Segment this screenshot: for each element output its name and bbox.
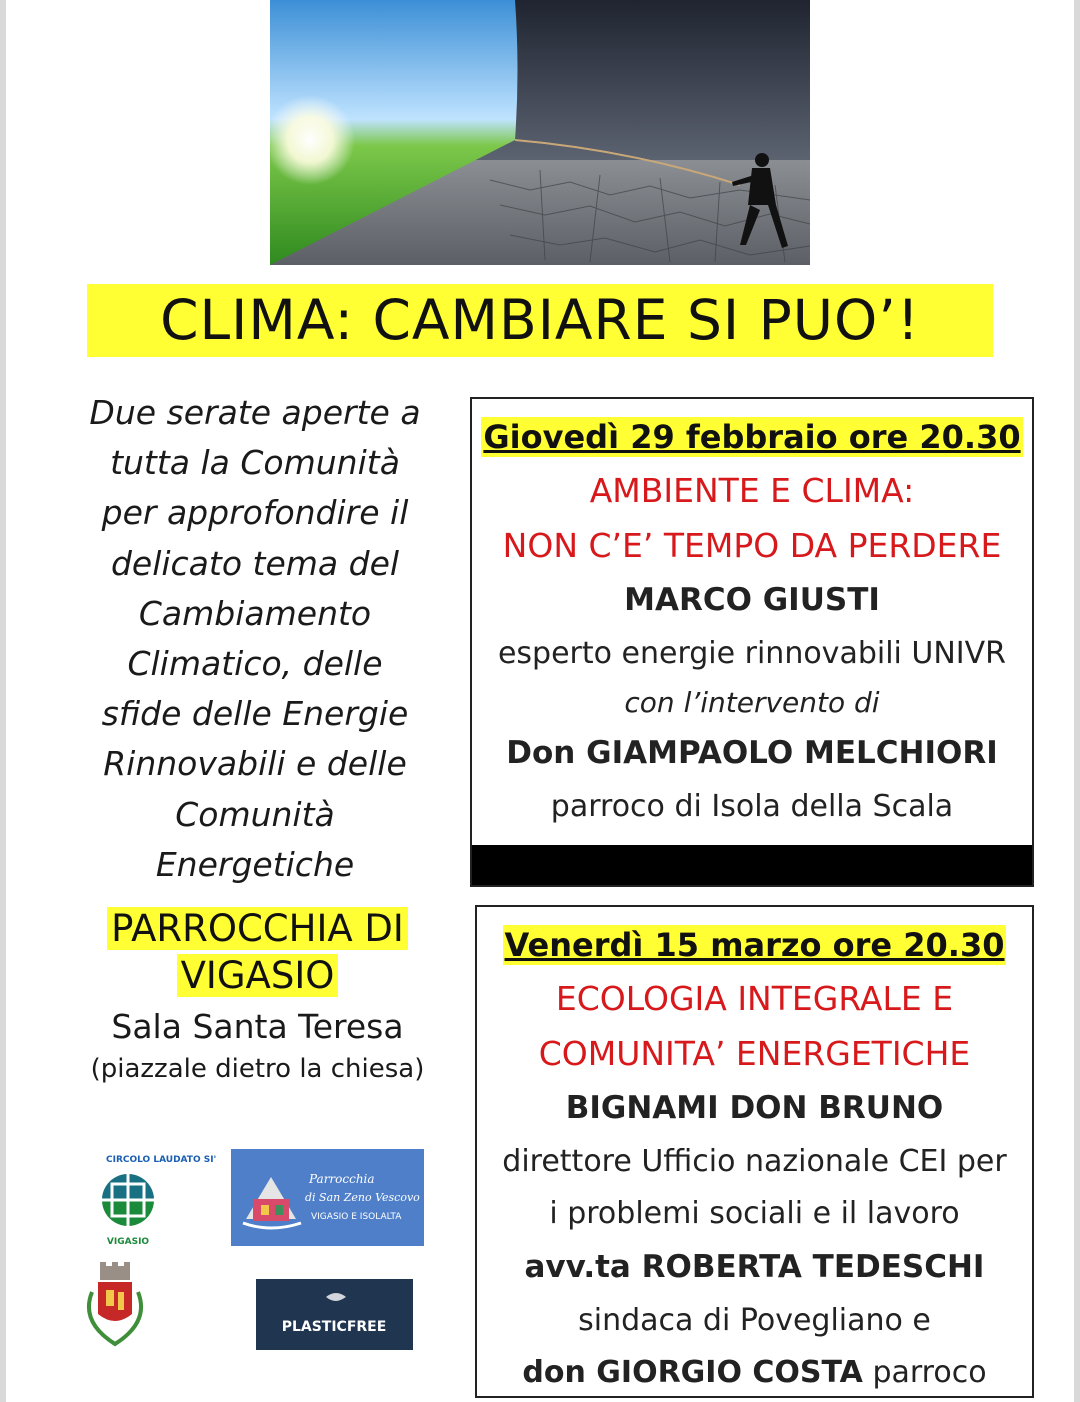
event2-guest2-role: parroco	[872, 1355, 987, 1390]
event2-guest-role: sindaca di Povegliano e	[578, 1303, 931, 1338]
venue-hall: Sala Santa Teresa	[111, 1007, 404, 1046]
organizer-name	[60, 905, 455, 999]
laudato-top-text: CIRCOLO LAUDATO SI'	[106, 1155, 217, 1165]
plasticfree-logo	[256, 1279, 413, 1350]
event1-with-text: con l’intervento di	[624, 686, 880, 719]
parish-logo-line3: VIGASIO E ISOLALTA	[311, 1212, 402, 1222]
intro-line: Due serate aperte a	[89, 393, 421, 432]
event1-speaker-role: esperto energie rinnovabili UNIVR	[497, 636, 1007, 671]
event1-title-line2: NON C’E’ TEMPO DA PERDERE	[502, 526, 1002, 565]
event2-guest-prefix: avv.ta	[524, 1249, 631, 1285]
organizer-name-line2: VIGASIO	[177, 954, 339, 997]
event-card-1	[470, 397, 1034, 887]
event2-date: Venerdì 15 marzo ore 20.30	[504, 926, 1005, 964]
event1-guest: Don GIAMPAOLO MELCHIORI	[506, 735, 998, 771]
organizer-name-line1: PARROCCHIA DI	[107, 907, 408, 950]
intro-line: tutta la Comunità	[110, 443, 400, 483]
event1-speaker: MARCO GIUSTI	[624, 582, 880, 618]
event2-speaker: BIGNAMI DON BRUNO	[565, 1090, 944, 1126]
page-title: CLIMA: CAMBIARE SI PUO’!	[160, 288, 920, 352]
organizer-block	[60, 905, 455, 1087]
parish-logo-line2: di San Zeno Vescovo	[305, 1191, 420, 1204]
event-card-2	[475, 905, 1034, 1398]
event1-date: Giovedì 29 febbraio ore 20.30	[483, 418, 1021, 456]
intro-line: Energetiche	[155, 844, 355, 884]
event1-guest-role: parroco di Isola della Scala	[550, 789, 954, 824]
intro-text	[60, 388, 450, 890]
intro-line: delicato tema del	[110, 543, 400, 583]
intro-line: Rinnovabili e delle	[103, 744, 407, 784]
intro-line: sfide delle Energie	[101, 694, 409, 734]
vigasio-coat-of-arms	[80, 1262, 150, 1346]
climate-tug-of-war-image	[270, 0, 810, 265]
intro-line: Comunità	[175, 794, 335, 834]
title-highlight	[87, 284, 993, 357]
parish-san-zeno-logo	[231, 1149, 424, 1246]
intro-line: Climatico, delle	[127, 644, 383, 684]
event2-speaker-role-line1: direttore Ufficio nazionale CEI per	[502, 1144, 1007, 1179]
venue-note: (piazzale dietro la chiesa)	[90, 1054, 425, 1084]
event2-title-line2: COMUNITA’ ENERGETICHE	[538, 1034, 971, 1073]
page-edge-left	[0, 0, 6, 1402]
plasticfree-text: PLASTICFREE	[281, 1319, 387, 1335]
intro-line: per approfondire il	[101, 493, 409, 533]
event2-guest2-name: don GIORGIO COSTA	[522, 1355, 863, 1390]
intro-line: Cambiamento	[138, 593, 372, 633]
event2-guest2-line	[477, 1347, 1032, 1399]
event1-bottom-bar	[472, 845, 1032, 885]
page-edge-right	[1074, 0, 1080, 1402]
parish-logo-line1: Parrocchia	[309, 1172, 375, 1186]
event2-guest	[477, 1240, 1032, 1295]
event2-guest-name: ROBERTA TEDESCHI	[641, 1249, 985, 1285]
event2-title-line1: ECOLOGIA INTEGRALE E	[555, 979, 954, 1018]
laudato-bottom-text: VIGASIO	[106, 1237, 150, 1247]
event2-speaker-role-line2: i problemi sociali e il lavoro	[549, 1196, 960, 1231]
event1-title-line1: AMBIENTE E CLIMA:	[589, 471, 915, 510]
laudato-si-logo	[78, 1148, 217, 1248]
